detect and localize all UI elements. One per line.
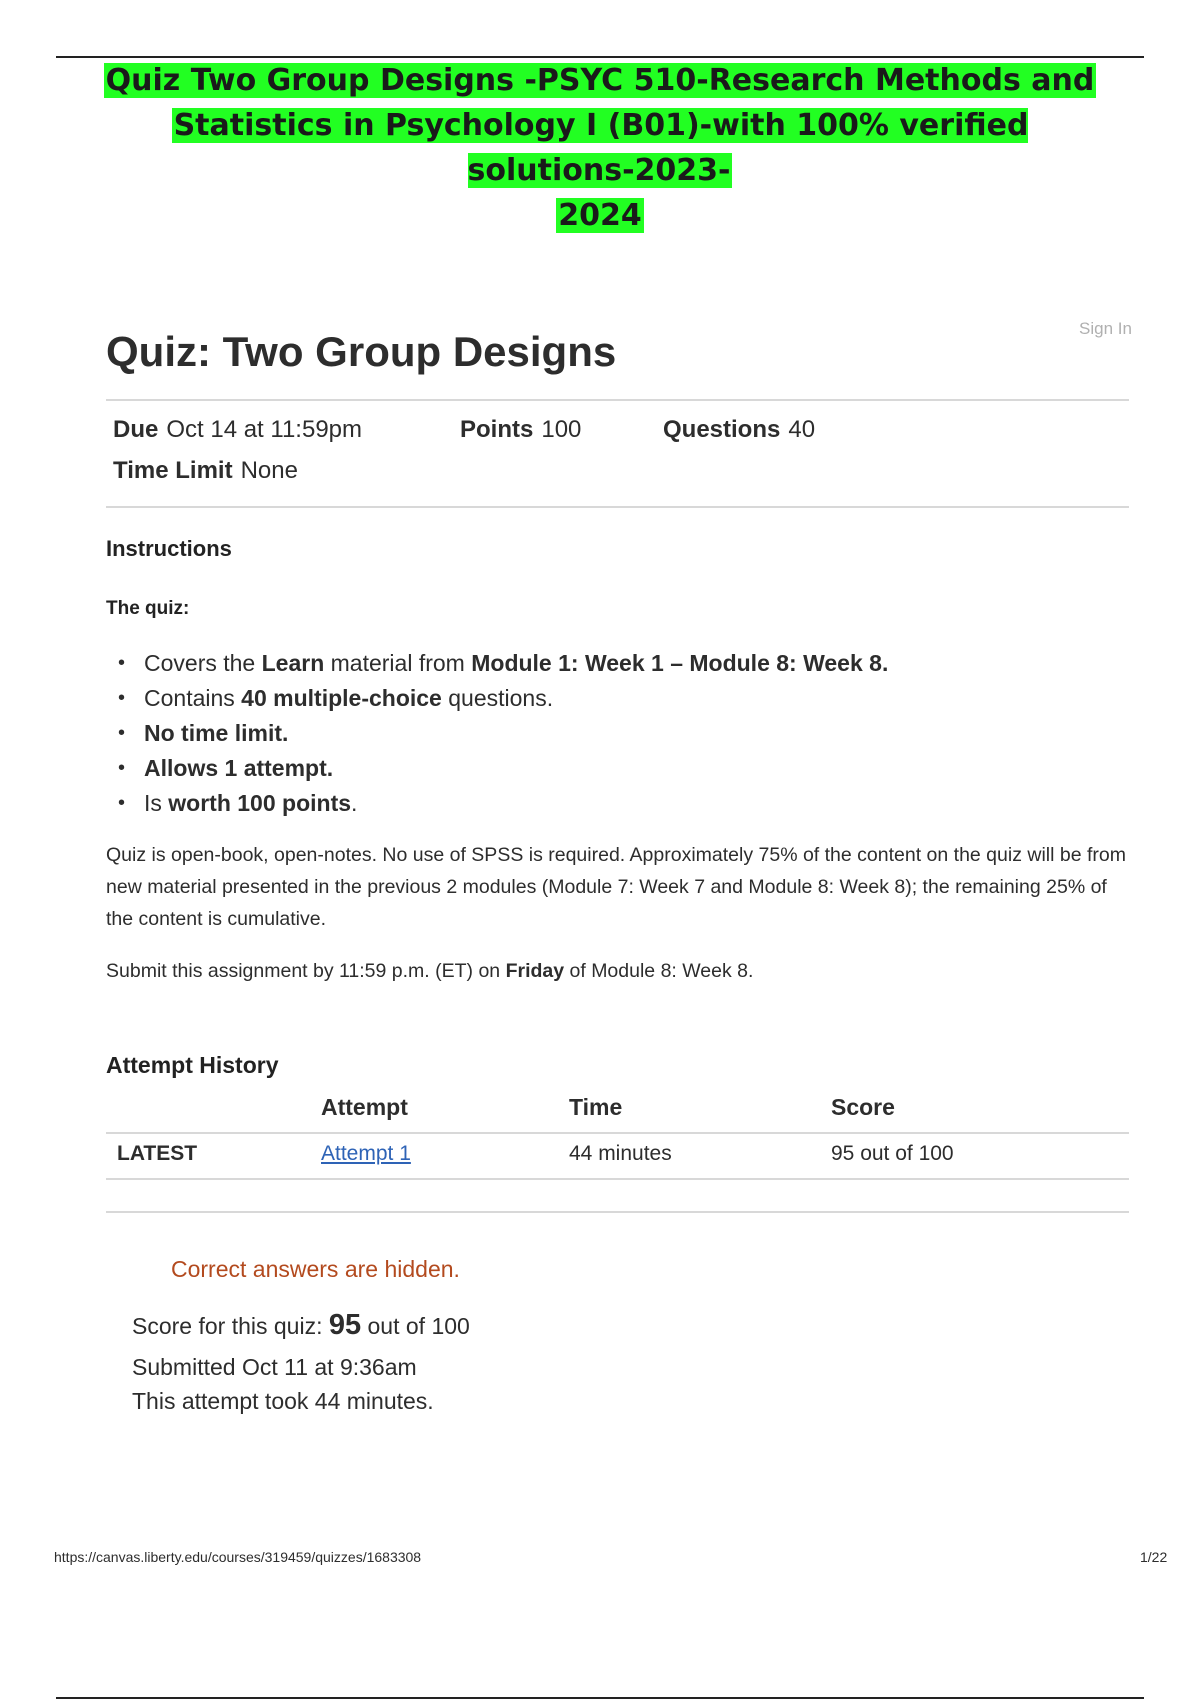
- quiz-subheading: The quiz:: [106, 598, 190, 619]
- questions-value: 40: [788, 416, 816, 443]
- quiz-score: Score for this quiz: 95 out of 100: [132, 1309, 470, 1341]
- attempt-history-heading: Attempt History: [106, 1052, 279, 1078]
- list-item: • Allows 1 attempt.: [118, 751, 1118, 786]
- due-value: Oct 14 at 11:59pm: [166, 416, 363, 443]
- document-banner-title: [100, 58, 1100, 238]
- list-item: • Covers the Learn material from Module 1: Week 1 – Module 8: Week 8.: [118, 646, 1118, 681]
- time-limit-label: Time Limit: [113, 457, 233, 484]
- instructions-heading: Instructions: [106, 536, 232, 561]
- attempt-score: 95 out of 100: [831, 1142, 954, 1165]
- bottom-page-rule: [56, 1697, 1144, 1699]
- list-item: • Contains 40 multiple-choice questions.: [118, 681, 1118, 716]
- title-divider: [106, 399, 1129, 401]
- attempt-1-link[interactable]: Attempt 1: [321, 1142, 411, 1165]
- attempt-time: 44 minutes: [569, 1142, 672, 1165]
- banner-line-3: 2024: [558, 198, 642, 233]
- footer-url: https://canvas.liberty.edu/courses/319459/quizzes/1683308: [54, 1549, 422, 1565]
- points-label: Points: [460, 416, 534, 443]
- table-row-divider: [106, 1178, 1129, 1180]
- points: [460, 416, 581, 444]
- time-limit-value: None: [240, 457, 298, 484]
- due-date: [113, 416, 362, 444]
- correct-answers-hidden-notice: Correct answers are hidden.: [171, 1256, 460, 1282]
- list-item: • No time limit.: [118, 716, 1118, 751]
- page-title: Quiz: Two Group Designs: [106, 328, 617, 375]
- due-label: Due: [113, 416, 159, 443]
- time-limit: [113, 457, 298, 485]
- latest-label: LATEST: [117, 1142, 198, 1165]
- submitted-time: Submitted Oct 11 at 9:36am: [132, 1354, 417, 1380]
- attempt-duration: This attempt took 44 minutes.: [132, 1388, 434, 1414]
- instructions-paragraph: Quiz is open-book, open-notes. No use of SPSS is required. Approximately 75% of the content on the quiz will be from new material presented in the previous 2 modules (Module 7: Week 7 and Module 8: Week 8); the remaining 25% of the content is cumulative.: [106, 844, 1126, 930]
- submission-note: Submit this assignment by 11:59 p.m. (ET) on Friday of Module 8: Week 8.: [106, 960, 754, 982]
- sign-in-link[interactable]: Sign In: [1079, 319, 1132, 338]
- column-header-score: Score: [831, 1094, 895, 1120]
- instruction-list: [118, 646, 1118, 821]
- questions-label: Questions: [663, 416, 781, 443]
- page-number: 1/22: [1140, 1549, 1168, 1565]
- score-value: 95: [328, 1309, 362, 1341]
- banner-line-1: Quiz Two Group Designs -PSYC 510-Research Methods and: [105, 63, 1095, 98]
- banner-line-2: Statistics in Psychology I (B01)-with 100% verified solutions-2023-: [173, 108, 1029, 188]
- points-value: 100: [541, 416, 582, 443]
- list-item: • Is worth 100 points.: [118, 786, 1118, 821]
- column-header-attempt: Attempt: [321, 1094, 408, 1120]
- table-header-divider: [106, 1132, 1129, 1134]
- details-divider: [106, 506, 1129, 508]
- column-header-time: Time: [569, 1094, 623, 1120]
- questions-count: [663, 416, 815, 444]
- result-divider: [106, 1211, 1129, 1213]
